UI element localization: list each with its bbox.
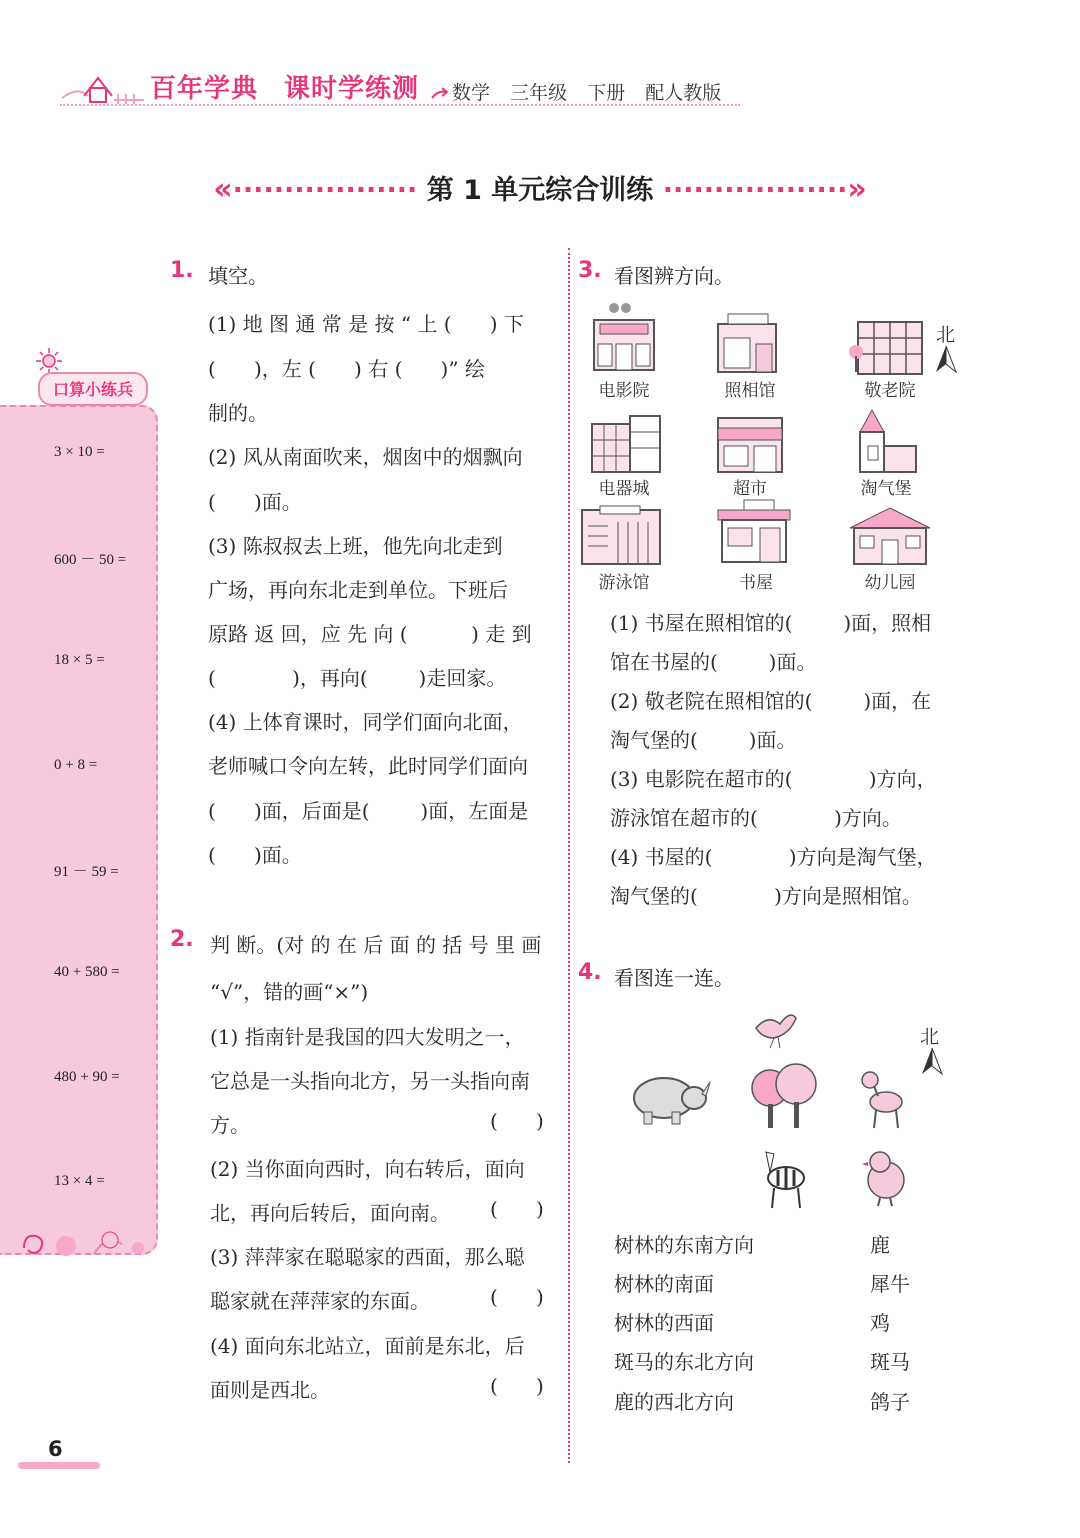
- match-left-item[interactable]: 树林的东南方向: [614, 1233, 754, 1257]
- q1-line: (4) 上体育课时，同学们面向北面，: [208, 710, 523, 734]
- q1-line: (2) 风从南面吹来，烟囱中的烟飘向: [208, 445, 523, 469]
- bookstore-icon: [714, 500, 794, 564]
- match-left-item[interactable]: 树林的南面: [614, 1272, 714, 1296]
- match-right-item[interactable]: 鹿: [870, 1233, 890, 1257]
- q1-line: 原路 返 回，应 先 向 ( ) 走 到: [208, 622, 532, 646]
- photo-studio-icon: [714, 308, 786, 374]
- building-label: 敬老院: [864, 381, 916, 401]
- match-left-item[interactable]: 树林的西面: [614, 1311, 714, 1335]
- q2-title: 判 断。(对 的 在 后 面 的 括 号 里 画: [210, 933, 542, 957]
- dove-icon: [750, 1004, 800, 1050]
- brand-title: [150, 68, 419, 105]
- calc-item: 0 + 8 =: [54, 757, 98, 773]
- north-arrow-icon: [932, 344, 962, 374]
- page-title: «·················· 第 1 单元综合训练 ··················»: [213, 172, 867, 207]
- double-right-arrow-icon: »: [847, 172, 867, 207]
- grade: 三年级: [510, 82, 568, 104]
- calc-item: 480 + 90 =: [54, 1069, 120, 1085]
- q2-line: 面则是西北。: [210, 1378, 330, 1402]
- q1-line: ( )面。: [208, 490, 302, 514]
- q2-line: 它总是一头指向北方，另一头指向南: [210, 1069, 530, 1093]
- q3-line: (1) 书屋在照相馆的( )面，照相: [610, 611, 932, 635]
- volume: 下册: [587, 82, 626, 104]
- calc-item: 600 － 50 =: [54, 552, 127, 568]
- calc-item: 91 － 59 =: [54, 864, 119, 880]
- rhino-icon: [630, 1066, 712, 1128]
- answer-paren[interactable]: ( ): [490, 1197, 544, 1221]
- building-label: 游泳馆: [598, 573, 650, 593]
- arrow-icon: [430, 84, 450, 104]
- q3-title: 看图辨方向。: [614, 264, 734, 288]
- edition: 配人教版: [645, 82, 722, 104]
- calc-item: 18 × 5 =: [54, 652, 105, 668]
- building-label: 电器城: [598, 479, 650, 499]
- supermarket-icon: [714, 414, 786, 474]
- q2-number: 2.: [170, 927, 194, 952]
- building-label: 照相馆: [724, 381, 776, 401]
- zebra-icon: [756, 1146, 818, 1212]
- swimming-pool-icon: [578, 506, 666, 566]
- match-right-item[interactable]: 斑马: [870, 1350, 910, 1374]
- q3-line: (2) 敬老院在照相馆的( )面，在: [610, 689, 932, 713]
- cinema-icon: [588, 300, 660, 372]
- north-label: 北: [920, 1026, 940, 1048]
- q1-line: ( )，左 ( ) 右 ( )” 绘: [208, 357, 485, 381]
- brand-name: 百年学典: [150, 74, 259, 104]
- column-divider: [568, 248, 570, 1463]
- series-name: 课时学练测: [284, 74, 420, 104]
- page-number: 6: [48, 1437, 63, 1461]
- kindergarten-icon: [846, 504, 936, 566]
- match-left-item[interactable]: 斑马的东北方向: [614, 1350, 754, 1374]
- play-castle-icon: [854, 406, 920, 474]
- match-right-item[interactable]: 犀牛: [870, 1272, 910, 1296]
- q1-title: 填空。: [208, 264, 268, 288]
- q1-line: 广场，再向东北走到单位。下班后: [208, 578, 508, 602]
- q2-line: (1) 指南针是我国的四大发明之一，: [210, 1025, 525, 1049]
- q3-line: 淘气堡的( )方向是照相馆。: [610, 884, 922, 908]
- answer-paren[interactable]: ( ): [490, 1109, 544, 1133]
- q3-number: 3.: [578, 258, 602, 283]
- q1-line: ( )，再向( )走回家。: [208, 666, 507, 690]
- building-label: 淘气堡: [860, 479, 912, 499]
- match-left-item[interactable]: 鹿的西北方向: [614, 1390, 734, 1414]
- building-label: 超市: [733, 479, 767, 499]
- swirl-decoration-icon: [14, 1222, 154, 1266]
- building-label: 书屋: [739, 573, 773, 593]
- page-number-bar: [18, 1462, 100, 1469]
- match-right-item[interactable]: 鸽子: [870, 1390, 910, 1414]
- trees-icon: [748, 1060, 820, 1132]
- building-label: 幼儿园: [864, 573, 916, 593]
- q1-line: (3) 陈叔叔去上班，他先向北走到: [208, 534, 503, 558]
- page-title-text: 第 1 单元综合训练: [426, 175, 654, 206]
- header-divider: [60, 104, 740, 106]
- q1-line: 老师喊口令向左转，此时同学们面向: [208, 754, 528, 778]
- q2-line: (4) 面向东北站立，面前是东北，后: [210, 1334, 525, 1358]
- q3-line: (4) 书屋的( )方向是淘气堡，: [610, 845, 937, 869]
- q3-line: 馆在书屋的( )面。: [610, 650, 817, 674]
- mental-math-panel: [0, 405, 158, 1255]
- q1-line: (1) 地 图 通 常 是 按 “ 上 ( ) 下: [208, 312, 524, 336]
- north-arrow-icon: [918, 1046, 948, 1076]
- north-label: 北: [936, 324, 956, 346]
- q1-line: ( )面。: [208, 843, 302, 867]
- q3-line: 游泳馆在超市的( )方向。: [610, 806, 902, 830]
- match-right-item[interactable]: 鸡: [870, 1311, 890, 1335]
- q4-title: 看图连一连。: [614, 966, 734, 990]
- subject: 数学: [452, 82, 491, 104]
- q3-line: (3) 电影院在超市的( )方向，: [610, 767, 937, 791]
- q2-line: (2) 当你面向西时，向右转后，面向: [210, 1157, 525, 1181]
- q2-title: “√”，错的画“×”): [210, 980, 369, 1004]
- q3-line: 淘气堡的( )面。: [610, 728, 797, 752]
- mental-math-label: 口算小练兵: [38, 372, 148, 406]
- calc-item: 3 × 10 =: [54, 444, 105, 460]
- q2-line: (3) 萍萍家在聪聪家的西面，那么聪: [210, 1245, 525, 1269]
- q2-line: 聪家就在萍萍家的东面。: [210, 1289, 430, 1313]
- electronics-mall-icon: [588, 410, 666, 474]
- q2-line: 北，再向后转后，面向南。: [210, 1201, 450, 1225]
- double-left-arrow-icon: «: [213, 172, 233, 207]
- nursing-home-icon: [848, 318, 928, 376]
- building-label: 电影院: [598, 381, 650, 401]
- deer-icon: [856, 1064, 912, 1130]
- q1-line: 制的。: [208, 401, 268, 425]
- answer-paren[interactable]: ( ): [490, 1374, 544, 1398]
- q1-line: ( )面，后面是( )面，左面是: [208, 799, 529, 823]
- q2-line: 方。: [210, 1113, 250, 1137]
- answer-paren[interactable]: ( ): [490, 1285, 544, 1309]
- q4-number: 4.: [578, 960, 602, 985]
- q1-number: 1.: [170, 258, 194, 283]
- chick-icon: [860, 1150, 914, 1208]
- calc-item: 13 × 4 =: [54, 1173, 105, 1189]
- book-info: [452, 78, 721, 105]
- calc-item: 40 + 580 =: [54, 964, 120, 980]
